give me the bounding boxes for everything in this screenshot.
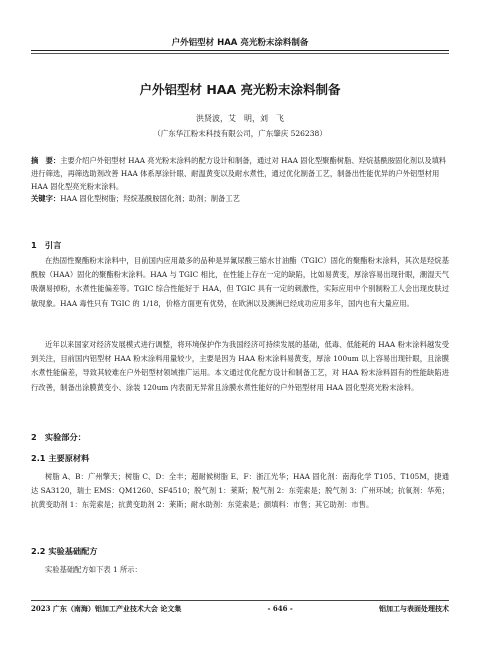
footer-rule (31, 600, 449, 601)
keywords-text: HAA 固化型树脂；羟烷基酰胺固化剂；助剂；制备工艺 (60, 194, 240, 203)
keywords-label: 关键字： (31, 194, 61, 203)
footer-proceedings: 2023 广东（南海）铝加工产业技术大会 论文集 (31, 604, 182, 613)
running-head: 户外铝型材 HAA 亮光粉末涂料制备 (171, 38, 309, 48)
abstract (31, 154, 449, 193)
paragraph-intro-2: 近年以来国家对经济发展模式进行调整，将环境保护作为我国经济可持续发展的基础，低毒、低能耗的 HAA 粉末涂料越发受到关注，目前国内铝型材 HAA 粉末涂料用量较少，主要是因为 HAA 粉末涂料易黄变，厚涂 100um 以上容易出现针眼，且涂膜水煮性能偏差，导致其较难在户外铝型材领域推广运用。本文通过优化配方设计和制备工艺，对 HAA 粉末涂料固有的性能缺陷进行改善，制备出涂膜黄变小、涂装 120um 内表面无异常且涂膜水煮性能好的户外铝型材用 HAA 固化型亮光粉末涂料。 (31, 340, 449, 392)
paragraph-materials: 树脂 A、B：广州擎天；树脂 C、D：全丰；超耐候树脂 E、F：浙江光华；HAA 固化剂：南海化学 T105、T105M，捷通达 SA3120，瑞士 EMS：QM1260、SF4510；脱气剂 1：莱斯；脱气剂 2：东莞索是；脱气剂 3：广州环域；抗氧剂：华苑；抗黄变助剂 1：东莞索是；抗黄变助剂 2：莱斯；耐水助剂：东莞索是；颜填料：市售；其它助剂：市售。 (31, 472, 449, 510)
page-footer (31, 604, 449, 614)
page-number: - 646 - (267, 604, 293, 613)
paragraph-formula: 实验基础配方如下表 1 所示： (45, 565, 142, 574)
header-rule-thin (31, 53, 449, 54)
subsection-heading-formula: 2.2 实验基础配方 (31, 546, 98, 556)
paragraph-intro-1: 在热固性聚酯粉末涂料中，目前国内应用最多的品种是异氰尿酸三缩水甘油酯（TGIC）固化的聚酯粉末涂料，其次是羟烷基酰胺（HAA）固化的聚酯粉末涂料。HAA 与 TGIC 相比，在性能上存在一定的缺陷，比如易黄变，厚涂容易出现针眼，潮湿天气吸潮易掉粉，水煮性能偏差等。TGIC 综合性能好于 HAA，但 TGIC 具有一定的刺激性，实际应用中个别制粉工人会出现皮肤过敏现象。HAA 毒性只有 TGIC 的 1/18，价格方面更有优势，在欧洲以及澳洲已经成功应用多年，国内也有大量应用。 (31, 256, 449, 308)
affiliation: （广东华江粉末科技有限公司，广东肇庆 526238） (153, 129, 327, 138)
abstract-label: 摘 要： (31, 156, 61, 165)
section-heading-experiment: 2 实验部分： (31, 432, 86, 442)
authors: 洪贤波，艾 明，刘 飞 (196, 114, 284, 123)
section-heading-intro: 1 引言 (31, 240, 62, 250)
paper-title: 户外铝型材 HAA 亮光粉末涂料制备 (139, 82, 341, 97)
subsection-heading-materials: 2.1 主要原材料 (31, 453, 90, 463)
header-rule (31, 50, 449, 51)
footer-journal: 铝加工与表面处理技术 (379, 604, 449, 613)
keywords (31, 194, 449, 204)
abstract-text: 主要介绍户外铝型材 HAA 亮光粉末涂料的配方设计和制备，通过对 HAA 固化型聚酯树脂、羟烷基酰胺固化剂以及填料进行筛选，再筛选助剂改善 HAA 体系厚涂针眼、耐温黄变以及耐水煮性，通过优化制备工艺，制备出性能优异的户外铝型材用 HAA 固化型亮光粉末涂料。 (31, 156, 447, 191)
